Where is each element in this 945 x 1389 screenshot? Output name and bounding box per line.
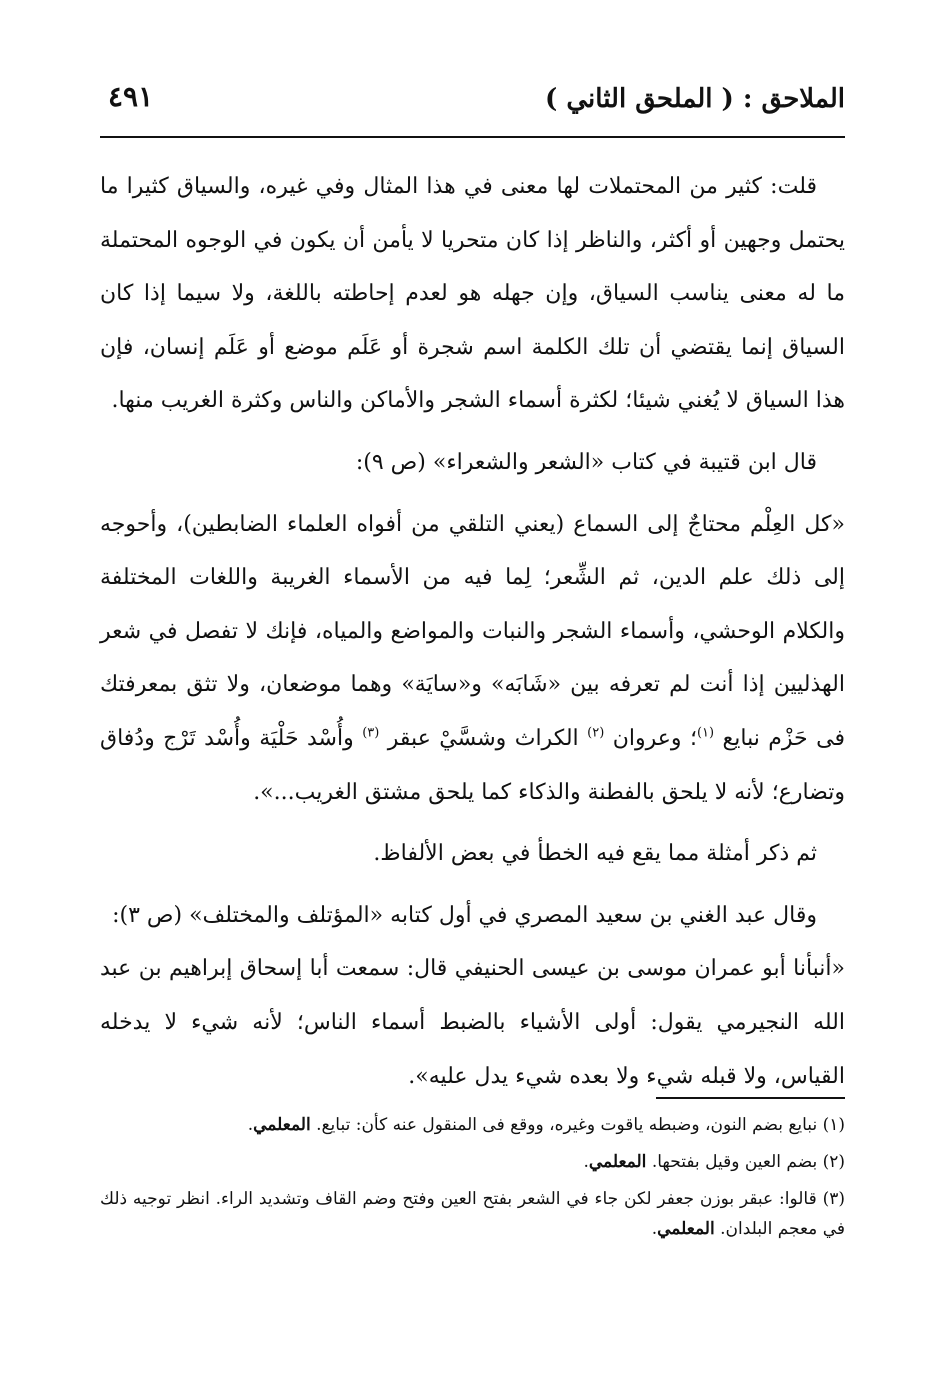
footnote-ref-1[interactable]: (١) — [696, 725, 715, 741]
paragraph-3 — [100, 498, 845, 820]
paragraph-6: «أنبأنا أبو عمران موسى بن عيسى الحنيفي قال: سمعت أبا إسحاق إبراهيم بن عبد الله النجيرمي يقول: أولى الأشياء بالضبط أسماء الناس؛ لأنه شيء لا يدخله القياس، ولا قبله شيء ولا بعده شيء يدل عليه». — [100, 956, 845, 1089]
main-text — [100, 160, 845, 1103]
paragraph-1: قلت: كثير من المحتملات لها معنى في هذا المثال وفي غيره، والسياق كثيرا ما يحتمل وجهين أو أكثر، والناظر إذا كان متحريا لا يأمن أن يكون في الوجوه المحتملة ما له معنى يناسب السياق، وإن جهله هو لعدم إحاطته باللغة، ولا سيما إذا كان السياق إنما يقتضي أن تلك الكلمة اسم شجرة أو عَلَم موضع أو عَلَم إنسان، فإن هذا السياق لا يُغني شيئا؛ لكثرة أسماء الشجر والأماكن والناس وكثرة الغريب منها. — [100, 174, 845, 414]
footnote-2: (٢) بضم العين وقيل بفتحها. المعلمي. — [583, 1152, 845, 1172]
paragraph-4: ثم ذكر أمثلة مما يقع فيه الخطأ في بعض الألفاظ. — [373, 841, 817, 867]
paragraph-3-text-c: الكراث وشسَّيْ عبقر — [387, 725, 579, 751]
page-header — [100, 78, 845, 128]
paragraph-5: وقال عبد الغني بن سعيد المصري في أول كتابه «المؤتلف والمختلف» (ص ٣): — [112, 902, 817, 928]
footnote-separator — [656, 1097, 845, 1099]
footnote-3: (٣) قالوا: عبقر بوزن جعفر لكن جاء في الشعر بفتح العين وفتح وضم القاف وتشديد الراء. انظر توجيه ذلك في معجم البلدان. المعلمي. — [100, 1189, 845, 1239]
paragraph-3-text-a: «كل العِلْم محتاجٌ إلى السماع (يعني التلقي من أفواه العلماء الضابطين)، وأحوجه إلى ذلك علم الدين، ثم الشِّعر؛ لِما فيه من الأسماء الغريبة واللغات المختلفة والكلام الوحشي، وأسماء الشجر والنبات والمواضع والمياه، فإنك لا تفصل في شعر الهذليين إذا أنت لم تعرفه بين «شَابَه» و«سايَة» وهما موضعان، ولا تثق بمعرفتك فى حَزْم نبايع — [100, 511, 845, 751]
footnote-2-text: (٢) بضم العين وقيل بفتحها. — [651, 1152, 845, 1172]
footnote-ref-3[interactable]: (٣) — [362, 725, 380, 741]
paragraph-3-text-b: ؛ وعروان — [612, 725, 697, 751]
footnotes — [100, 1110, 845, 1251]
paragraph-2: قال ابن قتيبة في كتاب «الشعر والشعراء» (ص ٩): — [355, 449, 817, 475]
paragraph-3-text-d: وأُسْد حَلْيَة وأُسْد تَرْج ودُفاق وتضارع؛ لأنه لا يلحق بالفطنة والذكاء كما يلحق مشتق الغريب...». — [100, 725, 845, 805]
footnote-1: (١) نبايع بضم النون، وضبطه ياقوت وغيره، ووقع فى المنقول عنه كأن: تبايع. المعلمي. — [247, 1115, 845, 1135]
footnote-2-signature: المعلمي — [588, 1152, 647, 1172]
footnote-ref-2[interactable]: (٢) — [587, 725, 605, 741]
page-number: ٤٩١ — [108, 80, 154, 113]
header-rule — [100, 136, 845, 138]
footnote-1-signature: المعلمي — [253, 1115, 311, 1135]
running-title: الملاحق : ( الملحق الثاني ) — [545, 84, 845, 114]
footnote-3-text: (٣) قالوا: عبقر بوزن جعفر لكن جاء في الشعر بفتح العين وفتح وضم القاف وتشديد الراء. انظر توجيه ذلك في معجم البلدان. — [100, 1189, 845, 1239]
footnote-3-signature: المعلمي — [657, 1219, 715, 1239]
footnote-1-text: (١) نبايع بضم النون، وضبطه ياقوت وغيره، ووقع فى المنقول عنه كأن: تبايع. — [316, 1115, 845, 1135]
